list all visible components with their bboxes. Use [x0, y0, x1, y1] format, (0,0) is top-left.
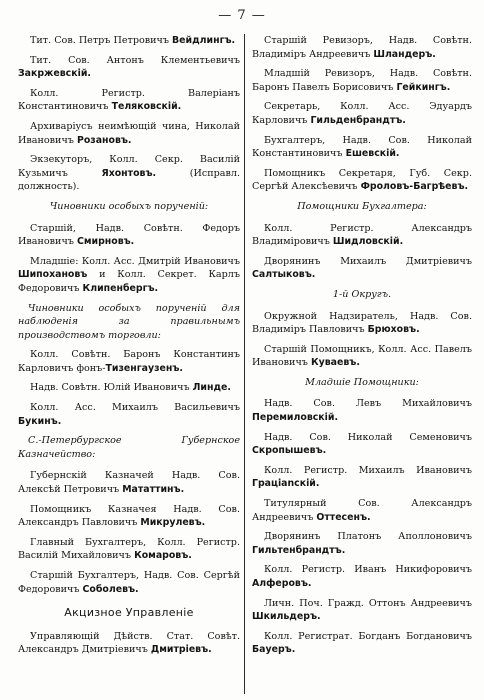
entry: Тит. Сов. Петръ Петровичъ Вейдлингъ. — [30, 35, 236, 46]
page-number: — 7 — — [218, 8, 266, 23]
entry: Колл. Регистр. Михаилъ Ивановичъ Грацianскій. — [252, 464, 472, 490]
person-name: Соболевъ. — [82, 583, 139, 595]
person-name: Букинъ. — [18, 415, 62, 427]
person-name: Дмитріевъ. — [150, 644, 212, 656]
entry: Секретарь, Колл. Асс. Эдуардъ Карловичъ Гильденбрандтъ. — [252, 101, 472, 126]
entry: Помощникъ Казначея Надв. Сов. Александръ Павловичъ Микрулевъ. — [18, 503, 240, 529]
person-name: Гильтенбрандтъ. — [252, 544, 346, 556]
entry: Старшій, Надв. Совѣтн. Федоръ Ивановичъ Смирновъ. — [18, 222, 240, 248]
person-name: Вейдлингъ. — [172, 35, 236, 46]
person-name: Салтыковъ. — [252, 269, 316, 281]
entry: Управляющій Дѣйств. Стат. Совѣт. Александръ Дмитріевичъ Дмитріевъ. — [18, 630, 240, 656]
person-name: Розановъ. — [76, 134, 132, 146]
person-name: Ешевскій. — [345, 148, 400, 160]
person-name: Скропышевъ. — [252, 445, 327, 457]
entry: Младшій Ревизоръ, Надв. Совѣтн. Баронъ Павелъ Борисовичъ Гейкингъ. — [252, 68, 472, 93]
person-name: Шипохановъ — [18, 269, 88, 281]
entry: Колл. Регистрат. Богданъ Богдановичъ Бауеръ. — [252, 630, 472, 656]
person-name: Закржевскій. — [18, 68, 91, 80]
person-name: Куваевъ. — [310, 357, 360, 369]
entry: Губернскій Казначей Надв. Сов. Алексѣй Петровичъ Мататтинъ. — [18, 470, 240, 496]
person-name: Комаровъ. — [134, 550, 192, 562]
person-name: Теляковскій. — [111, 101, 182, 113]
person-name: Шкильдеръ. — [252, 611, 321, 623]
entry: Бухгалтеръ, Надв. Сов. Николай Константиновичъ Ешевскій. — [252, 134, 472, 160]
section-heading: Помощники Бухгалтера: — [297, 200, 427, 212]
person-name: Шландеръ. — [373, 48, 436, 60]
person-name: Грацianскій. — [252, 478, 320, 490]
section-heading: Акцизное Управленіе — [64, 606, 194, 620]
person-name: Перемиловскій. — [252, 412, 339, 424]
section-heading: Чиновники особыхъ порученій для наблюденія за правильнымъ производствомъ торговли: — [18, 302, 240, 341]
person-name: Тизенгаузенъ. — [105, 362, 183, 374]
entry: Помощникъ Секретаря, Губ. Секр. Сергѣй Алексѣевичъ Фроловъ-Багрѣевъ. — [252, 167, 472, 193]
section-heading: С.-Петербургское Губернское Казначейство: — [18, 435, 240, 460]
entry: Тит. Сов. Антонъ Клементьевичъ Закржевскій. — [18, 54, 240, 80]
section-heading: 1-й Округъ. — [332, 288, 392, 300]
entry: Старшій Ревизоръ, Надв. Совѣтн. Владиміръ Андреевичъ Шландеръ. — [252, 35, 472, 60]
person-name: Оттесенъ. — [316, 511, 371, 523]
entry: Старшій Бухгалтеръ, Надв. Сов. Сергѣй Федоровичъ Соболевъ. — [18, 570, 240, 595]
right-column — [252, 34, 472, 663]
section-heading: Чиновники особыхъ порученій: — [49, 200, 209, 212]
entry: Архиваріусъ неимѣющій чина, Николай Ивановичъ Розановъ. — [18, 120, 240, 146]
entry: Младшіе: Колл. Асс. Дмитрій Ивановичъ Шипохановъ и Колл. Секрет. Карлъ Федоровичъ Клипенбергъ. — [18, 255, 240, 294]
person-name: Шидловскій. — [332, 236, 404, 248]
entry: Надв. Сов. Николай Семеновичъ Скропышевъ. — [252, 431, 472, 457]
entry: Дворянинъ Михаилъ Дмитріевичъ Салтыковъ. — [252, 255, 472, 281]
person-name: Брюховъ. — [367, 324, 420, 336]
entry: Колл. Совѣтн. Баронъ Константинъ Карловичъ фонъ-Тизенгаузенъ. — [18, 349, 240, 374]
person-name: Смирновъ. — [76, 236, 135, 248]
entry: Личн. Поч. Гражд. Оттонъ Андреевичъ Шкильдеръ. — [252, 597, 472, 623]
person-name: Алферовъ. — [252, 578, 312, 589]
person-name: Клипенбергъ. — [82, 282, 159, 294]
person-name: Яхонтовъ. — [101, 167, 157, 179]
entry: Старшій Помощникъ, Колл. Асс. Павелъ Ивановичъ Куваевъ. — [252, 343, 472, 369]
entry: Колл. Регистр. Валеріанъ Константиновичъ Теляковскій. — [18, 87, 240, 113]
section-heading: Младшіе Помощники: — [305, 376, 419, 388]
entry: Колл. Регистр. Иванъ Никифоровичъ Алферовъ. — [252, 564, 472, 589]
person-name: Бауеръ. — [252, 644, 296, 656]
left-column — [18, 34, 240, 663]
entry: Надв. Сов. Левъ Михайловичъ Перемиловскій. — [252, 398, 472, 424]
entry: Колл. Регистр. Александръ Владиміровичъ Шидловскій. — [252, 222, 472, 248]
person-name: Гильденбрандтъ. — [310, 114, 406, 126]
person-name: Гейкингъ. — [396, 81, 451, 93]
entry: Экзекуторъ, Колл. Секр. Василій Кузьмичъ Яхонтовъ. (Исправл. должность). — [18, 154, 240, 193]
entry: Окружной Надзиратель, Надв. Сов. Владиміръ Павловичъ Брюховъ. — [252, 310, 472, 336]
person-name: Мататтинъ. — [122, 484, 185, 496]
entry: Надв. Совѣтн. Юлій Ивановичъ Линде. — [30, 382, 231, 394]
entry: Дворянинъ Платонъ Аполлоновичъ Гильтенбрандтъ. — [252, 531, 472, 556]
column-divider — [244, 34, 245, 694]
person-name: Фроловъ-Багрѣевъ. — [360, 181, 469, 193]
entry: Главный Бухгалтеръ, Колл. Регистр. Василій Михайловичъ Комаровъ. — [18, 536, 240, 562]
person-name: Линде. — [192, 382, 231, 394]
person-name: Микрулевъ. — [140, 517, 206, 529]
entry: Колл. Асс. Михаилъ Васильевичъ Букинъ. — [18, 402, 240, 427]
entry: Титулярный Сов. Александръ Андреевичъ Оттесенъ. — [252, 498, 472, 523]
